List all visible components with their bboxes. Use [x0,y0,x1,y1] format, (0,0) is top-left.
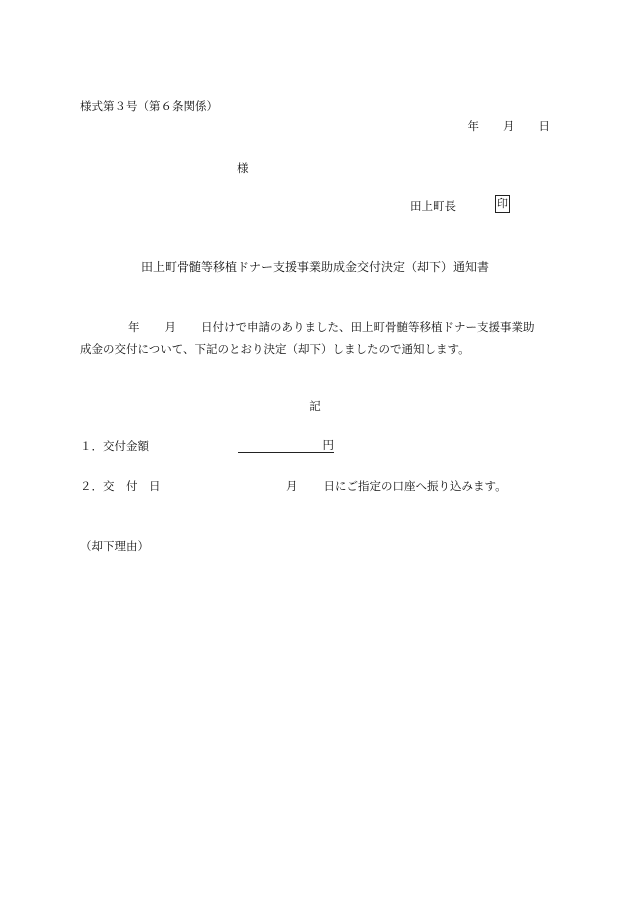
item-date-month: 月 [286,479,298,493]
item-amount-field [238,438,334,453]
body-year: 年 [128,320,140,334]
document-title: 田上町骨髄等移植ドナー支援事業助成金交付決定（却下）通知書 [140,260,489,274]
body-line-2: 成金の交付について、下記のとおり決定（却下）しましたので通知します。 [80,342,470,356]
form-number: 様式第３号（第６条関係） [80,99,218,113]
date-month: 月 [503,119,515,133]
item-date-rest: 日にご指定の口座へ振り込みます。 [323,479,507,493]
item-amount-unit: 円 [322,438,334,452]
body-month: 月 [164,320,176,334]
seal-stamp: 印 [495,195,510,213]
ki-heading: 記 [309,399,321,413]
item-date-label: ２．交 付 日 [80,479,161,493]
item-amount-label: １．交付金額 [80,439,149,453]
rejection-reason-label: （却下理由） [80,539,149,553]
issue-date [468,118,551,134]
body-line-1 [128,319,535,335]
recipient-honorific: 様 [237,161,249,175]
date-year: 年 [467,119,479,133]
date-day: 日 [538,119,550,133]
sender-name: 田上町長 [410,199,456,213]
item-date-text [286,478,507,494]
body-line-1-text: 日付けで申請のありました、田上町骨髄等移植ドナー支援事業助 [201,320,535,334]
